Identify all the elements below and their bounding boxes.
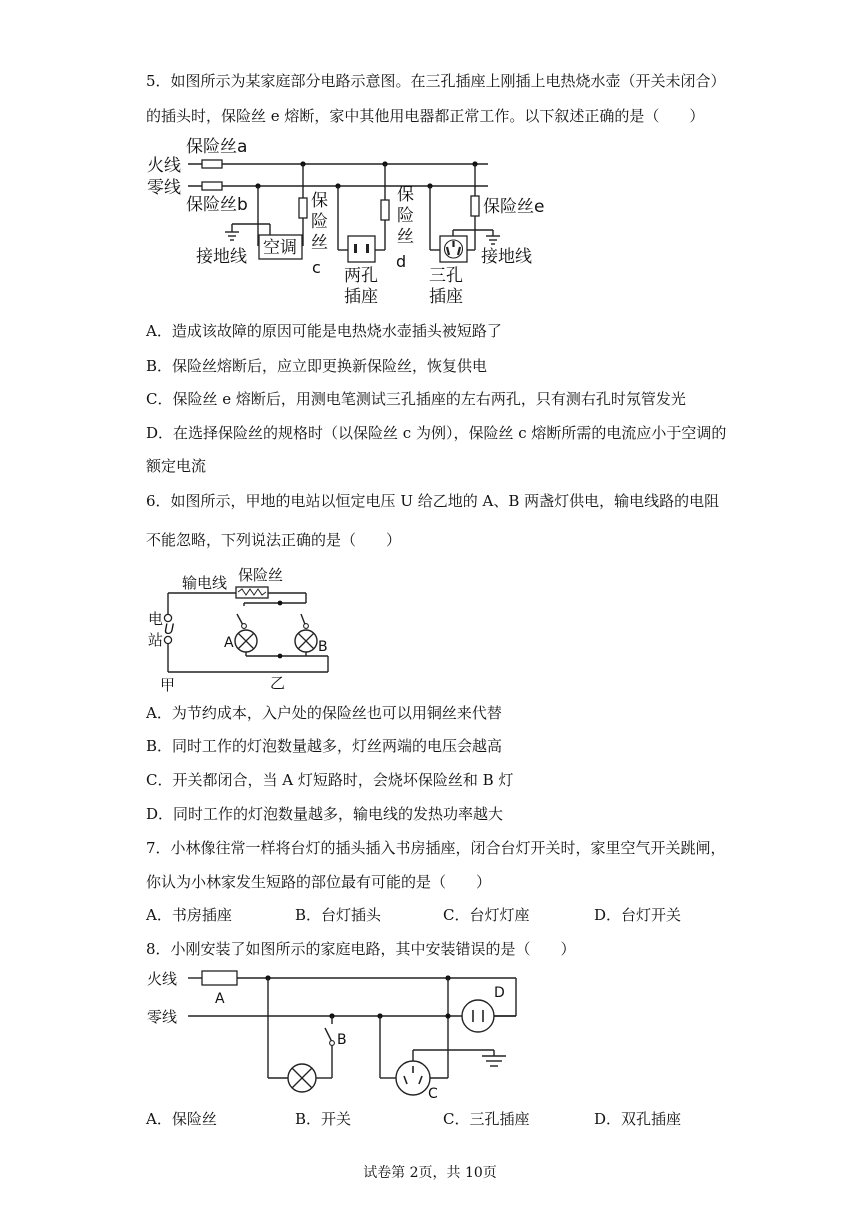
label-fuse-d-1: 保 (397, 185, 414, 205)
label-fuse-c-4: c (312, 258, 321, 277)
label-yi: 乙 (270, 674, 286, 692)
q6-option-b: B．同时工作的灯泡数量越多，灯丝两端的电压会越高 (146, 737, 503, 755)
label-ground-left: 接地线 (196, 247, 247, 267)
label-fuse-e: 保险丝e (483, 197, 545, 217)
label-fuse-d-4: d (396, 252, 407, 271)
label-voltage: U (164, 622, 175, 638)
q6-option-d: D．同时工作的灯泡数量越多，输电线的发热功率越大 (146, 805, 504, 823)
label-fuse-c-3: 丝 (311, 233, 328, 253)
q7-stem-line2: 你认为小林家发生短路的部位最有可能的是（ ） (146, 873, 492, 891)
fuse-q8 (202, 971, 237, 985)
q7-option-d: D．台灯开关 (594, 906, 682, 924)
label-a-q8: A (215, 991, 225, 1007)
label-fuse-d-2: 险 (397, 206, 414, 226)
label-b-q8: B (337, 1032, 347, 1048)
label-fuse-a: 保险丝a (186, 137, 248, 157)
label-lamp-a: A (224, 635, 234, 651)
q6-option-c: C．开关都闭合，当 A 灯短路时，会烧坏保险丝和 B 灯 (146, 771, 514, 789)
q7-option-c: C．台灯灯座 (443, 906, 530, 924)
label-live: 火线 (147, 156, 181, 176)
page-footer: 试卷第 2页，共 10页 (363, 1165, 497, 1181)
q6-option-a: A．为节约成本，入户处的保险丝也可以用铜丝来代替 (146, 704, 502, 722)
label-three-hole-2: 插座 (429, 287, 463, 307)
label-fuse-b: 保险丝b (186, 195, 248, 215)
q5-stem-line1: 5．如图所示为某家庭部分电路示意图。在三孔插座上刚插上电热烧水壶（开关未闭合） (146, 72, 726, 90)
label-station-1: 电 (148, 610, 164, 628)
label-two-hole-2: 插座 (344, 287, 378, 307)
label-fuse-c-1: 保 (311, 191, 328, 211)
q8-option-d: D．双孔插座 (594, 1110, 682, 1128)
label-c-q8: C (428, 1086, 438, 1102)
q8-option-c: C．三孔插座 (443, 1110, 530, 1128)
q5-stem-line2: 的插头时，保险丝 e 熔断，家中其他用电器都正常工作。以下叙述正确的是（ ） (146, 107, 705, 125)
label-fuse-q6: 保险丝 (238, 566, 284, 584)
q8-option-b: B．开关 (295, 1110, 352, 1128)
label-station-2: 站 (148, 631, 164, 649)
label-live-q8: 火线 (147, 970, 178, 988)
label-three-hole-1: 三孔 (429, 266, 463, 286)
label-fuse-c-2: 险 (311, 212, 328, 232)
q7-option-a: A．书房插座 (146, 906, 232, 924)
q6-stem-line2: 不能忽略，下列说法正确的是（ ） (146, 531, 402, 549)
q5-option-c: C．保险丝 e 熔断后，用测电笔测试三孔插座的左右两孔，只有测右孔时氖管发光 (146, 390, 686, 408)
label-neutral: 零线 (147, 178, 181, 198)
q8-option-a: A．保险丝 (146, 1110, 217, 1128)
q5-option-b: B．保险丝熔断后，应立即更换新保险丝，恢复供电 (146, 357, 488, 375)
q7-option-b: B．台灯插头 (295, 906, 382, 924)
label-two-hole-1: 两孔 (344, 266, 378, 286)
label-aircon: 空调 (263, 238, 297, 258)
label-ground-right: 接地线 (481, 247, 532, 267)
label-jia: 甲 (160, 676, 176, 694)
label-transmission-line: 输电线 (182, 574, 228, 592)
q5-option-a: A．造成该故障的原因可能是电热烧水壶插头被短路了 (146, 322, 502, 340)
q8-stem: 8．小刚安装了如图所示的家庭电路，其中安装错误的是（ ） (146, 940, 576, 958)
q7-stem-line1: 7．小林像往常一样将台灯的插头插入书房插座，闭合台灯开关时，家里空气开关跳闸， (146, 839, 726, 857)
q5-option-d-line2: 额定电流 (146, 457, 207, 475)
label-fuse-d-3: 丝 (397, 227, 414, 247)
q6-stem-line1: 6．如图所示，甲地的电站以恒定电压 U 给乙地的 A、B 两盏灯供电，输电线路的电阻 (146, 492, 720, 510)
label-neutral-q8: 零线 (147, 1008, 178, 1026)
two-hole-socket-q8 (462, 1000, 494, 1032)
label-lamp-b: B (318, 639, 328, 655)
q5-option-d-line1: D．在选择保险丝的规格时（以保险丝 c 为例），保险丝 c 熔断所需的电流应小于空调的 (146, 424, 727, 442)
label-d-q8: D (494, 985, 505, 1001)
